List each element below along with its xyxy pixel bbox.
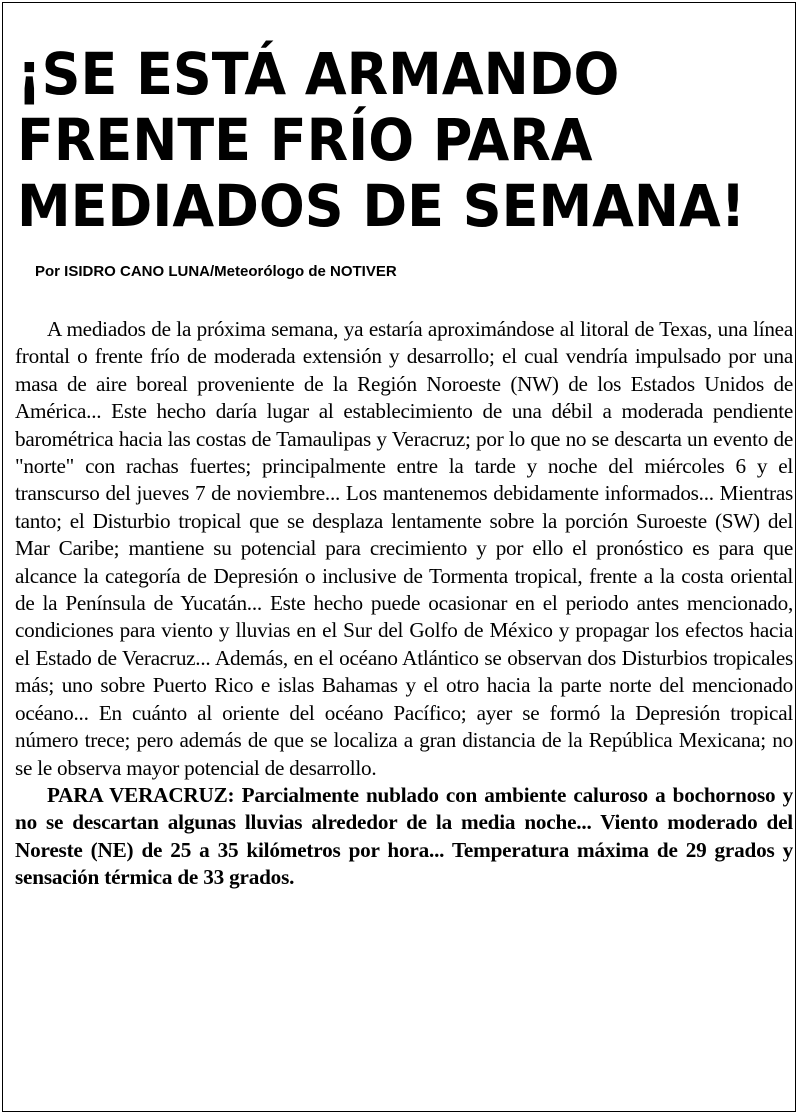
headline-line-2: FRENTE FRÍO PARA: [17, 106, 593, 174]
article-frame: [2, 2, 796, 1112]
headline-line-1: ¡SE ESTÁ ARMANDO: [17, 40, 620, 108]
body-paragraph: A mediados de la próxima semana, ya estaría aproximándose al litoral de Texas, una línea frontal o frente frío de moderada extensión y desarrollo; el cual vendría impulsado por una masa de aire boreal proveniente de la Región Noroeste (NW) de los Estados Unidos de América... Este hecho daría lugar al establecimiento de una débil a moderada pendiente barométrica hacia las costas de Tamaulipas y Veracruz; por lo que no se descarta un evento de "norte" con rachas fuertes; principalmente entre la tarde y noche del miércoles 6 y el transcurso del jueves 7 de noviembre... Los mantenemos debidamente informados... Mientras tanto; el Disturbio tropical que se desplaza lentamente sobre la porción Suroeste (SW) del Mar Caribe; mantiene su potencial para crecimiento y por ello el pronóstico es para que alcance la categoría de Depresión o inclusive de Tormenta tropical, frente a la costa oriental de la Península de Yucatán... Este hecho puede ocasionar en el periodo antes mencionado, condiciones para viento y lluvias en el Sur del Golfo de México y propagar los efectos hacia el Estado de Veracruz... Además, en el océano Atlántico se observan dos Disturbios tropicales más; uno sobre Puerto Rico e islas Bahamas y el otro hacia la parte norte del mencionado océano... En cuánto al oriente del océano Pacífico; ayer se formó la Depresión tropical número trece; pero además de que se localiza a gran distancia de la República Mexicana; no se le observa mayor potencial de desarrollo.: [15, 317, 793, 780]
headline-line-3: MEDIADOS DE SEMANA!: [17, 172, 746, 240]
headline: [17, 40, 746, 240]
byline: Por ISIDRO CANO LUNA/Meteorólogo de NOTIVER: [35, 263, 397, 280]
article-body: [15, 316, 793, 892]
forecast-paragraph: PARA VERACRUZ: Parcialmente nublado con ambiente caluroso a bochornoso y no se descartan algunas lluvias alrededor de la media noche... Viento moderado del Noreste (NE) de 25 a 35 kilómetros por hora... Temperatura máxima de 29 grados y sensación térmica de 33 grados.: [15, 782, 793, 890]
